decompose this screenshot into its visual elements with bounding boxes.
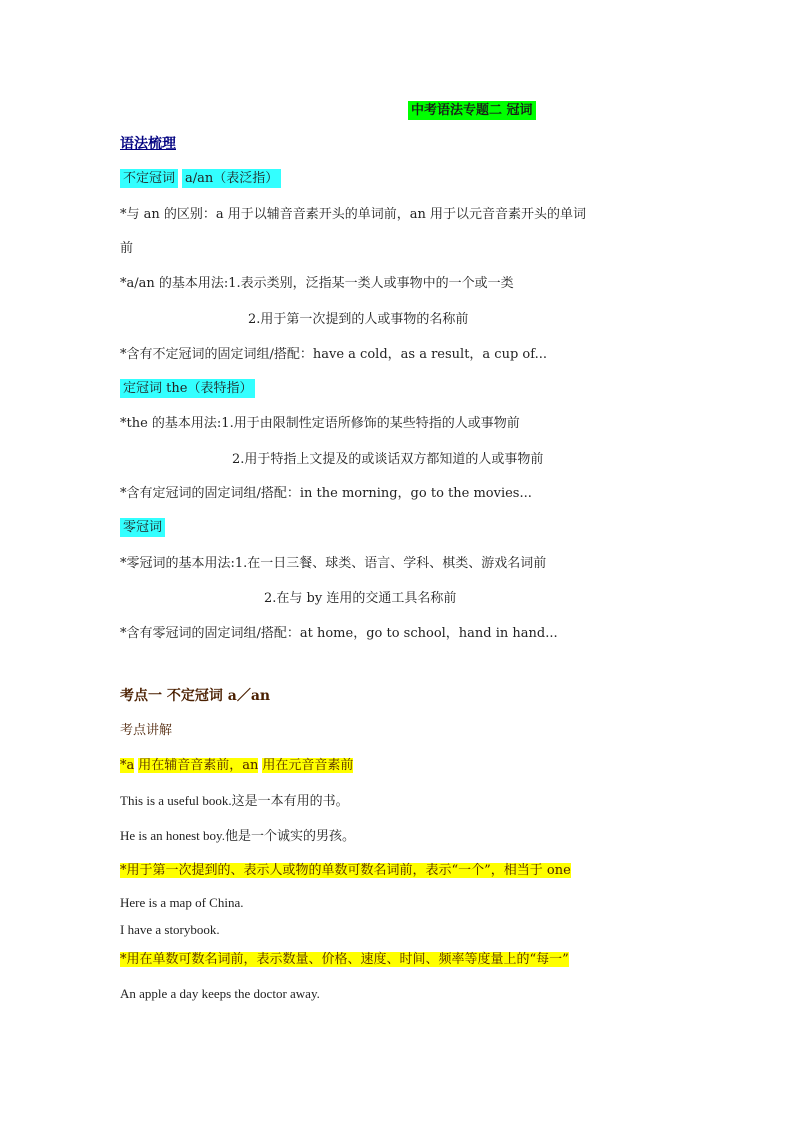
example-5: An apple a day keeps the doctor away. [120, 986, 320, 1001]
indef-article-label: 不定冠词 a/an（表泛指） [120, 170, 281, 188]
indef-line-2: *a/an 的基本用法:1.表示类别，泛指某一类人或事物中的一个或一类 [120, 276, 514, 291]
section-heading-point1: 考点一 不定冠词 a／an [120, 688, 271, 704]
example-2: He is an honest boy.他是一个诚实的男孩。 [120, 828, 355, 843]
section-heading-grammar: 语法梳理 [120, 136, 176, 152]
rule-1: *a 用在辅音音素前，an 用在元音音素前 [120, 758, 354, 773]
indef-line-1: *与 an 的区别：a 用于以辅音音素开头的单词前，an 用于以元音音素开头的单词 [120, 207, 587, 222]
zero-article-label: 零冠词 [120, 519, 165, 537]
rule-2: *用于第一次提到的、表示人或物的单数可数名词前，表示“一个”，相当于 one [120, 863, 571, 878]
page-title: 中考语法专题二 冠词 [408, 100, 536, 122]
indef-line-4: *含有不定冠词的固定词组/搭配：have a cold，as a result，a cup of... [120, 347, 547, 362]
indef-line-3: 2.用于第一次提到的人或事物的名称前 [248, 312, 469, 327]
def-line-3: *含有定冠词的固定词组/搭配：in the morning，go to the movies... [120, 486, 532, 501]
def-line-1: *the 的基本用法:1.用于由限制性定语所修饰的某些特指的人或事物前 [120, 416, 520, 431]
example-4: I have a storybook. [120, 922, 220, 937]
indef-line-1b: 前 [120, 241, 134, 256]
def-line-2: 2.用于特指上文提及的或谈话双方都知道的人或事物前 [232, 452, 544, 467]
zero-line-3: *含有零冠词的固定词组/搭配：at home，go to school，hand in hand... [120, 626, 558, 641]
rule-3: *用在单数可数名词前，表示数量、价格、速度、时间、频率等度量上的“每一” [120, 952, 569, 967]
zero-line-1: *零冠词的基本用法:1.在一日三餐、球类、语言、学科、棋类、游戏名词前 [120, 556, 547, 571]
example-1: This is a useful book.这是一本有用的书。 [120, 793, 349, 808]
section-subheading: 考点讲解 [120, 723, 173, 738]
zero-line-2: 2.在与 by 连用的交通工具名称前 [264, 591, 457, 606]
def-article-label: 定冠词 the（表特指） [120, 380, 255, 398]
example-3: Here is a map of China. [120, 895, 244, 910]
